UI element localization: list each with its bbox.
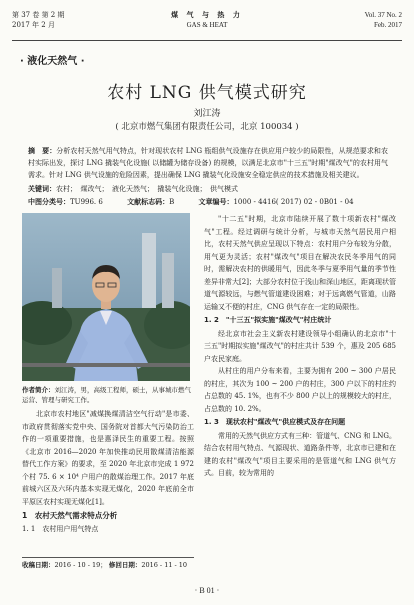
- doc-value: B: [169, 198, 175, 206]
- heading-1-2: 1. 2 "十三五"拟实施"煤改气"村庄统计: [204, 316, 332, 324]
- doc-label: 文献标志码：: [127, 198, 170, 206]
- author-name: 刘江涛: [193, 109, 221, 119]
- received-label: 收稿日期：: [22, 561, 55, 569]
- author-bio-caption: [22, 385, 192, 405]
- issue-date-en: Feb. 2017: [374, 21, 402, 29]
- abstract-label: 摘 要：: [28, 147, 57, 155]
- author-photo-image: [22, 213, 190, 381]
- caption-text: 刘江涛，男，高级工程师，硕士，从事城市燃气运营、管理与研究工作。: [22, 386, 191, 404]
- journal-header: [12, 10, 402, 41]
- revised-date: 2016 - 11 - 10: [141, 561, 188, 569]
- document-code: [127, 197, 174, 208]
- left-column-body: [22, 408, 194, 535]
- volume-issue: 第 37 卷 第 2 期: [12, 11, 65, 19]
- article-label: 文章编号：: [198, 198, 234, 206]
- intro-paragraph: 北京市农村地区"减煤换煤清洁空气行动"是市委、市政府贯彻落实党中央、国务院对首都大气污染防治工作的一项重要措施，也是惠泽民生的重要工程。按照《北京市 2016—2020 年加快推动民用散煤清洁能源替代工作方案》的要求，至 2020 年北京市完成 1 972 个村 75. 6 × 10⁴ 户用户的散煤治理工作。2017 年底前城六区及六环内基本实现无煤化，2020 年底前全市平原区农村实现无煤化[1]。: [22, 410, 194, 506]
- keywords-text: 农村； 煤改气； 液化天然气； 撬装气化设施； 供气模式: [56, 185, 238, 193]
- caption-label: 作者简介：: [22, 386, 55, 394]
- clc-value: TU996. 6: [70, 198, 103, 206]
- page-number: · B 01 ·: [194, 586, 220, 595]
- author-affiliation: ( 北京市燃气集团有限责任公司，北京 100034 ): [115, 122, 299, 132]
- classification-line: [28, 197, 400, 208]
- dates-footnote: [22, 560, 187, 569]
- footnote-divider: [22, 557, 194, 558]
- abstract-text: 分析农村天然气用气特点，针对现状农村 LNG 瓶组供气设施存在供应用户较少的局限性，从规范要求和农村实际出发，探讨 LNG 撬装气化设施( 以储罐为储存设备) 的规模，以满足北京市"十三五"时期"煤改气"的农村用气需求。针对 LNG 供气设施的危险因素，提出确保 LNG 撬装气化设施安全稳定供应的技术措施及相关建议。: [28, 147, 388, 179]
- journal-name-en: GAS & HEAT: [186, 21, 228, 29]
- journal-name-cn: 煤 气 与 热 力: [171, 10, 243, 19]
- paper-title: 农村 LNG 供气模式研究: [107, 83, 307, 103]
- heading-1-1: 1. 1 农村用户用气特点: [22, 524, 99, 533]
- keywords-label: 关键词：: [28, 185, 56, 193]
- received-date: 2016 - 10 - 19；: [54, 561, 107, 569]
- paragraph-supply-modes: 常用的天然气供应方式有三种：管道气、CNG 和 LNG。结合农村用气特点、气源现状、道路条件等，北京市已建和在建的农村"煤改气"项目主要采用的是管道气和 LNG 供气方式。目前，较为常用的: [204, 431, 396, 477]
- author-photo: [22, 213, 190, 381]
- abstract: [28, 145, 388, 181]
- volume-issue-en: Vol. 37 No. 2: [364, 11, 402, 19]
- article-number: [198, 197, 353, 208]
- keywords: [28, 184, 388, 195]
- revised-label: 修回日期：: [108, 561, 142, 569]
- header-center: [12, 10, 402, 30]
- paragraph-user-characteristics: "十二五"时期，北京市陆续开展了数十项新农村"煤改气"工程。经过调研与统计分析，与城市天然气居民用户相比，农村天然气供应呈现以下特点：农村用户分布较为分散，用气更为灵活；农村"煤改气"项目在解决农民冬季用气的同时，需解决农村的供暖用气，因此冬季与夏季用气量的季节性差异非常大[2]；大部分农村位于浅山和深山地区，距离现状管道气源较远，与燃气管道建设困难；对于远离燃气管道，山路运输又不便的村庄，CNG 供气存在一定的局限性。: [204, 215, 396, 311]
- heading-1: 1 农村天然气需求特点分析: [22, 511, 118, 520]
- section-label: · 液化天然气 ·: [20, 56, 85, 67]
- article-value: 1000 - 4416( 2017) 02 - 0B01 - 04: [233, 198, 354, 206]
- paragraph-village-distribution: 从村庄的用户分布来看，主要为拥有 200 ~ 300 户居民的村庄，其次为 100 ~ 200 户的村庄，300 户以下的村庄约占总数的 45. 1%，也有不少 800 户以上的规模较大的村庄，占总数的 10. 2%。: [204, 367, 396, 413]
- clc-label: 中图分类号：: [28, 198, 70, 206]
- header-right: [365, 10, 402, 30]
- issue-date: 2017 年 2 月: [12, 21, 55, 29]
- clc-number: [28, 197, 103, 208]
- right-column-body: [204, 213, 396, 480]
- paragraph-village-count: 经北京市社会主义新农村建设领导小组确认的北京市"十三五"时期拟实施"煤改气"的村庄共计 539 个，惠及 205 685 户农民家庭。: [204, 329, 396, 363]
- heading-1-3: 1. 3 现状农村"煤改气"供应模式及存在问题: [204, 418, 346, 426]
